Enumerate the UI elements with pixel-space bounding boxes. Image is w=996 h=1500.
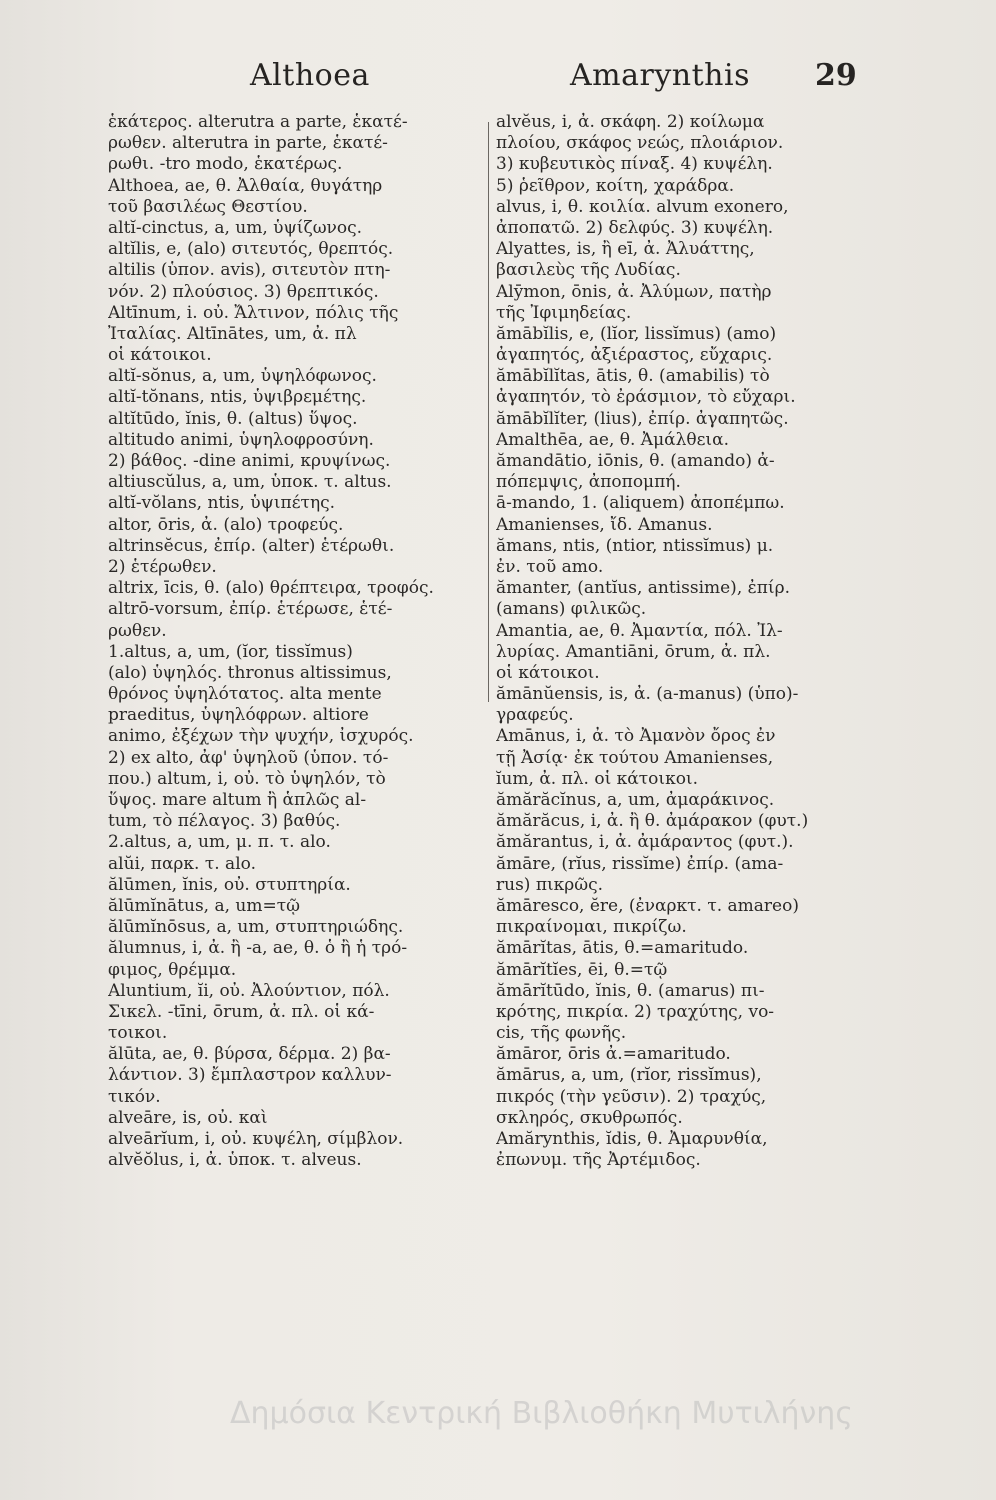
left-column <box>108 112 484 1171</box>
entry-line: (amans) φιλικῶς. <box>496 599 647 620</box>
entry-line: ămandātio, iōnis, θ. (amando) ἀ- <box>496 451 775 471</box>
entry-line: ămābĭlĭter, (lius), ἐπίρ. ἀγαπητῶς. <box>496 408 789 429</box>
entry-line: ĭum, ἀ. πλ. οἱ κάτοικοι. <box>496 768 698 789</box>
entry-line: τῆς Ἰφιμηδείας. <box>496 302 632 323</box>
entry-line: θρόνος ὑψηλότατος. alta mente <box>108 684 382 705</box>
entry-line: altĭ-cinctus, a, um, ὑψίζωνος. <box>108 217 363 238</box>
page-number: 29 <box>815 58 857 93</box>
running-header <box>100 58 860 108</box>
entry-line: ămārus, a, um, (rĭor, rissĭmus), <box>496 1065 762 1086</box>
entry-line: ρωθεν. <box>108 620 167 641</box>
entry-line: altiuscŭlus, a, um, ὑποκ. τ. altus. <box>108 472 392 493</box>
entry-line: ρωθεν. alterutra in parte, ἑκατέ- <box>108 133 388 154</box>
entry-line: πικραίνομαι, πικρίζω. <box>496 917 687 938</box>
entry-line: ămābĭlis, e, (lĭor, lissĭmus) (amo) <box>496 323 777 344</box>
header-last-entry: Amarynthis <box>570 58 750 93</box>
entry-line: οἱ κάτοικοι. <box>496 662 600 683</box>
right-column <box>496 112 896 1171</box>
entry-line: ămāror, ōris ἀ.=amaritudo. <box>496 1044 731 1065</box>
entry-line: ămărăcĭnus, a, um, ἀμαράκινος. <box>496 790 775 810</box>
library-watermark: Δημόσια Κεντρική Βιβλιοθήκη Μυτιλήνης <box>230 1396 853 1431</box>
entry-line: ἐν. τοῦ amo. <box>496 556 604 577</box>
entry-line: ămărantus, i, ἀ. ἀμάραντος (φυτ.). <box>496 832 794 853</box>
entry-line: altĭ-vŏlans, ntis, ὑψιπέτης. <box>108 493 336 514</box>
entry-line: ἑκάτερος. alterutra a parte, ἑκατέ- <box>108 112 408 132</box>
entry-line: 2) ἑτέρωθεν. <box>108 556 217 577</box>
entry-line: Alȳmon, ōnis, ἀ. Ἀλύμων, πατὴρ <box>496 281 772 302</box>
entry-line: alvĕus, i, ἀ. σκάφη. 2) κοίλωμα <box>496 112 765 132</box>
entry-line: animo, ἐξέχων τὴν ψυχήν, ἰσχυρός. <box>108 726 414 747</box>
entry-line: altitudo animi, ὑψηλοφροσύνη. <box>108 429 374 450</box>
entry-line: Amărynthis, ĭdis, θ. Ἀμαρυνθία, <box>496 1129 768 1149</box>
entry-line: λυρίας. Amantiāni, ōrum, ἀ. πλ. <box>496 641 771 662</box>
entry-line: Amantia, ae, θ. Ἀμαντία, πόλ. Ἰλ- <box>496 620 783 641</box>
entry-line: ămāre, (rĭus, rissĭme) ἐπίρ. (ama- <box>496 853 784 874</box>
entry-line: alŭi, παρκ. τ. alo. <box>108 853 256 874</box>
entry-line: 2) βάθος. -dine animi, κρυψίνως. <box>108 451 391 471</box>
entry-line: σκληρός, σκυθρωπός. <box>496 1107 683 1128</box>
entry-line: ἐπωνυμ. τῆς Ἀρτέμιδος. <box>496 1150 701 1171</box>
entry-line: praeditus, ὑψηλόφρων. altiore <box>108 705 369 726</box>
header-first-entry: Althoea <box>250 58 370 93</box>
entry-line: altĭ-tŏnans, ntis, ὑψιβρεμέτης. <box>108 387 367 408</box>
entry-line: Alyattes, is, ἢ eī, ἀ. Ἀλυάττης, <box>496 239 755 260</box>
entry-line: alvus, i, θ. κοιλία. alvum exonero, <box>496 196 789 217</box>
entry-line: ămărăcus, i, ἀ. ἢ θ. ἀμάρακον (φυτ.) <box>496 811 809 832</box>
entry-line: cis, τῆς φωνῆς. <box>496 1023 627 1044</box>
entry-line: (alo) ὑψηλός. thronus altissimus, <box>108 662 392 683</box>
entry-line: πόπεμψις, ἀποπομπή. <box>496 472 681 493</box>
entry-line: νόν. 2) πλούσιος. 3) θρεπτικός. <box>108 281 379 302</box>
entry-line: τοῦ βασιλέως Θεστίου. <box>108 196 308 217</box>
entry-line: κρότης, πικρία. 2) τραχύτης, vo- <box>496 1001 775 1022</box>
entry-line: βασιλεὺς τῆς Λυδίας. <box>496 260 681 281</box>
entry-line: ămānŭensis, is, ἀ. (a-manus) (ὑπο)- <box>496 684 799 705</box>
entry-line: alveāre, is, οὐ. καὶ <box>108 1107 268 1128</box>
entry-line: ἀποπατῶ. 2) δελφύς. 3) κυψέλη. <box>496 217 774 238</box>
entry-line: ā-mando, 1. (aliquem) ἀποπέμπω. <box>496 493 785 514</box>
entry-line: τοικοι. <box>108 1023 168 1044</box>
entry-line: Σικελ. -tīni, ōrum, ἀ. πλ. οἱ κά- <box>108 1001 375 1022</box>
entry-line: Aluntium, ĭi, οὐ. Ἀλούντιον, πόλ. <box>108 980 390 1001</box>
entry-line: που.) altum, i, οὐ. τὸ ὑψηλόν, τὸ <box>108 768 386 789</box>
entry-line: altrinsĕcus, ἐπίρ. (alter) ἑτέρωθι. <box>108 535 395 556</box>
entry-line: altĭ-sŏnus, a, um, ὑψηλόφωνος. <box>108 366 377 387</box>
entry-line: λάντιον. 3) ἔμπλαστρον καλλυν- <box>108 1065 392 1086</box>
entry-line: Ἰταλίας. Altīnātes, um, ἀ. πλ <box>108 323 357 344</box>
entry-line: φιμος, θρέμμα. <box>108 959 237 980</box>
entry-line: altĭtūdo, ĭnis, θ. (altus) ὕψος. <box>108 408 358 429</box>
entry-line: altor, ōris, ἀ. (alo) τροφεύς. <box>108 514 344 535</box>
entry-line: 2.altus, a, um, μ. π. τ. alo. <box>108 832 331 853</box>
entry-line: altilis (ὑπον. avis), σιτευτὸν πτη- <box>108 260 391 281</box>
entry-line: ămans, ntis, (ntior, ntissĭmus) μ. <box>496 535 774 556</box>
entry-line: ἀγαπητός, ἀξιέραστος, εὔχαρις. <box>496 345 773 366</box>
entry-line: ὕψος. mare altum ἢ ἁπλῶς al- <box>108 790 367 810</box>
entry-line: ămābĭlĭtas, ātis, θ. (amabilis) τὸ <box>496 366 770 387</box>
entry-line: οἱ κάτοικοι. <box>108 345 212 366</box>
entry-line: 3) κυβευτικὸς πίναξ. 4) κυψέλη. <box>496 154 773 175</box>
entry-line: altĭlis, e, (alo) σιτευτός, θρεπτός. <box>108 239 394 260</box>
entry-line: ămanter, (antĭus, antissime), ἐπίρ. <box>496 578 790 599</box>
entry-line: γραφεύς. <box>496 705 574 726</box>
entry-line: ămārĭtĭes, ēi, θ.=τῷ <box>496 959 668 980</box>
entry-line: Amānus, i, ἀ. τὸ Ἀμανὸν ὄρος ἐν <box>496 726 776 747</box>
entry-line: ămāresco, ĕre, (ἐναρκτ. τ. amareo) <box>496 895 799 916</box>
entry-line: alveārĭum, i, οὐ. κυψέλη, σίμβλον. <box>108 1129 404 1149</box>
entry-line: ἀγαπητόν, τὸ ἐράσμιον, τὸ εὔχαρι. <box>496 387 796 408</box>
entry-line: alvĕŏlus, i, ἀ. ὑποκ. τ. alveus. <box>108 1150 362 1171</box>
entry-line: ălūmĭnōsus, a, um, στυπτηριώδης. <box>108 917 404 938</box>
entry-line: Amanienses, ἴδ. Amanus. <box>496 514 713 535</box>
entry-line: ălūta, ae, θ. βύρσα, δέρμα. 2) βα- <box>108 1044 391 1065</box>
entry-line: Altīnum, i. οὐ. Ἄλτινον, πόλις τῆς <box>108 302 399 323</box>
entry-line: πικρός (τὴν γεῦσιν). 2) τραχύς, <box>496 1086 767 1107</box>
entry-line: altrix, īcis, θ. (alo) θρέπτειρα, τροφός. <box>108 578 434 599</box>
column-divider <box>488 122 489 702</box>
entry-line: ălumnus, i, ἀ. ἢ -a, ae, θ. ὁ ἢ ἡ τρό- <box>108 938 408 959</box>
entry-line: ρωθι. -tro modo, ἑκατέρως. <box>108 154 343 175</box>
entry-line: 1.altus, a, um, (ĭor, tissĭmus) <box>108 641 353 662</box>
entry-line: rus) πικρῶς. <box>496 874 604 895</box>
entry-line: 5) ῥεῖθρον, κοίτη, χαράδρα. <box>496 175 735 196</box>
entry-line: Amalthēa, ae, θ. Ἀμάλθεια. <box>496 429 729 450</box>
entry-line: altrō-vorsum, ἐπίρ. ἑτέρωσε, ἑτέ- <box>108 599 393 620</box>
entry-line: πλοίου, σκάφος νεώς, πλοιάριον. <box>496 133 784 154</box>
entry-line: ălūmen, ĭnis, οὐ. στυπτηρία. <box>108 874 351 895</box>
entry-line: 2) ex alto, ἀφ' ὑψηλοῦ (ὑπον. τό- <box>108 747 389 768</box>
entry-line: ămārĭtas, ātis, θ.=amaritudo. <box>496 938 749 959</box>
entry-line: τικόν. <box>108 1086 161 1107</box>
entry-line: tum, τὸ πέλαγος. 3) βαθύς. <box>108 811 341 832</box>
entry-line: ălūmĭnātus, a, um=τῷ <box>108 895 300 916</box>
entry-line: Althoea, ae, θ. Ἀλθαία, θυγάτηρ <box>108 175 383 196</box>
entry-line: ămārĭtūdo, ĭnis, θ. (amarus) πι- <box>496 980 765 1001</box>
entry-line: τῇ Ἀσίᾳ· ἐκ τούτου Amanienses, <box>496 747 774 768</box>
